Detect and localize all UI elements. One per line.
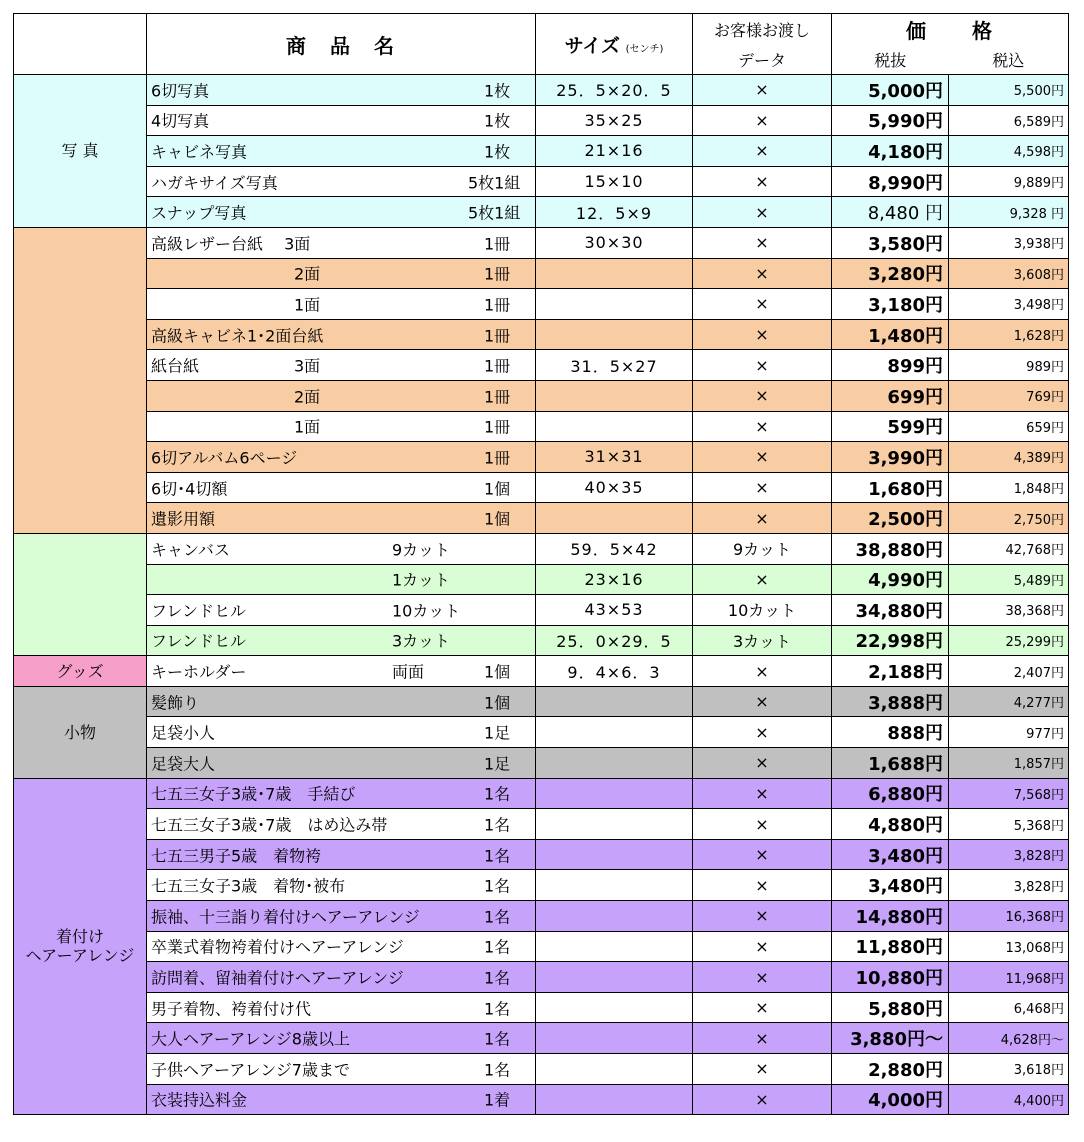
data-cell: × (693, 1054, 832, 1085)
price-tax-included: 6,589円 (949, 105, 1069, 136)
product-name-cell (147, 778, 536, 809)
product-quantity: 1枚 (484, 142, 511, 162)
product-name-cell (147, 319, 536, 350)
table-row (14, 75, 1069, 106)
data-cell: × (693, 901, 832, 932)
price-tax-included: 5,368円 (949, 809, 1069, 840)
header-product-name: 商 品 名 (147, 14, 536, 75)
category-cell (14, 75, 147, 228)
product-name: フレンドヒル (151, 601, 246, 621)
product-name: 七五三女子3歳 着物･被布 (151, 876, 346, 896)
price-tax-excluded: 3,180円 (832, 289, 949, 320)
table-row (14, 564, 1069, 595)
price-list (13, 13, 1069, 1115)
data-cell: × (693, 319, 832, 350)
product-name: 子供ヘアーアレンジ7歳まで (151, 1060, 350, 1080)
price-table-body (14, 75, 1069, 1115)
product-name-cell (147, 748, 536, 779)
table-row (14, 442, 1069, 473)
product-variant: 2面 (294, 264, 321, 284)
size-cell (536, 1023, 693, 1054)
data-cell: × (693, 442, 832, 473)
price-tax-excluded: 899円 (832, 350, 949, 381)
table-row (14, 136, 1069, 167)
product-name-cell (147, 258, 536, 289)
table-row (14, 411, 1069, 442)
size-cell (536, 962, 693, 993)
product-quantity: 1名 (484, 937, 511, 957)
data-cell: × (693, 992, 832, 1023)
product-quantity: 1冊 (484, 387, 511, 407)
price-tax-excluded: 1,688円 (832, 748, 949, 779)
category-label: 着付け (55, 927, 104, 947)
category-cell (14, 656, 147, 687)
table-row (14, 809, 1069, 840)
data-cell: 3カット (693, 625, 832, 656)
product-name-cell (147, 595, 536, 626)
product-name: 七五三男子5歳 着物袴 (151, 846, 322, 866)
size-cell (536, 319, 693, 350)
price-tax-excluded: 6,880円 (832, 778, 949, 809)
product-name-cell (147, 289, 536, 320)
price-tax-included: 1,628円 (949, 319, 1069, 350)
size-cell: 40×35 (536, 472, 693, 503)
product-name: 七五三女子3歳･7歳 手結び (151, 784, 356, 804)
price-tax-included: 3,498円 (949, 289, 1069, 320)
price-tax-included: 13,068円 (949, 931, 1069, 962)
category-cell (14, 686, 147, 778)
header-size-label: サイズ (564, 34, 621, 57)
price-tax-excluded: 34,880円 (832, 595, 949, 626)
size-cell (536, 931, 693, 962)
product-name-cell (147, 75, 536, 106)
price-tax-excluded: 1,680円 (832, 472, 949, 503)
product-name: 6切アルバム6ページ (151, 448, 298, 468)
price-tax-excluded: 4,990円 (832, 564, 949, 595)
product-name: フレンドヒル (151, 631, 246, 651)
table-row (14, 992, 1069, 1023)
table-row (14, 380, 1069, 411)
price-tax-included: 2,407円 (949, 656, 1069, 687)
price-tax-included: 5,489円 (949, 564, 1069, 595)
product-name-cell (147, 625, 536, 656)
table-row (14, 350, 1069, 381)
size-cell (536, 717, 693, 748)
size-cell (536, 809, 693, 840)
product-cut: 1カット (392, 570, 451, 590)
product-quantity: 1冊 (484, 234, 511, 254)
table-row (14, 870, 1069, 901)
size-cell: 25．5×20．5 (536, 75, 693, 106)
table-row (14, 105, 1069, 136)
size-cell (536, 748, 693, 779)
data-cell: × (693, 1023, 832, 1054)
size-cell: 35×25 (536, 105, 693, 136)
product-quantity: 1足 (484, 754, 511, 774)
size-cell (536, 258, 693, 289)
product-name: 髪飾り (151, 693, 200, 713)
price-tax-included: 4,400円 (949, 1084, 1069, 1115)
product-quantity: 1冊 (484, 356, 511, 376)
table-row (14, 931, 1069, 962)
category-label: 小物 (63, 722, 96, 742)
product-name: キーホルダー (151, 662, 247, 682)
price-tax-included: 38,368円 (949, 595, 1069, 626)
product-quantity: 1冊 (484, 264, 511, 284)
table-row (14, 748, 1069, 779)
product-name: 高級レザー台紙 3面 (151, 234, 311, 254)
price-tax-excluded: 2,188円 (832, 656, 949, 687)
price-tax-excluded: 3,480円 (832, 870, 949, 901)
product-name-cell (147, 686, 536, 717)
data-cell: × (693, 656, 832, 687)
product-quantity: 5枚1組 (468, 173, 521, 193)
size-cell: 15×10 (536, 166, 693, 197)
product-quantity: 1名 (484, 1029, 511, 1049)
data-cell: × (693, 411, 832, 442)
product-name-cell (147, 1084, 536, 1115)
price-tax-excluded: 14,880円 (832, 901, 949, 932)
table-row (14, 319, 1069, 350)
size-cell (536, 901, 693, 932)
category-cell (14, 227, 147, 533)
price-tax-excluded: 5,880円 (832, 992, 949, 1023)
price-tax-excluded: 3,880円～ (832, 1023, 949, 1054)
price-tax-included: 3,828円 (949, 839, 1069, 870)
price-tax-excluded: 3,990円 (832, 442, 949, 473)
price-tax-excluded: 10,880円 (832, 962, 949, 993)
data-cell: × (693, 1084, 832, 1115)
product-name-cell (147, 472, 536, 503)
price-tax-excluded: 5,990円 (832, 105, 949, 136)
product-cut: 3カット (392, 631, 451, 651)
price-tax-excluded: 3,480円 (832, 839, 949, 870)
price-tax-excluded: 38,880円 (832, 533, 949, 564)
data-cell: × (693, 380, 832, 411)
price-tax-excluded: 699円 (832, 380, 949, 411)
size-cell (536, 992, 693, 1023)
product-quantity: 1着 (484, 1090, 511, 1110)
product-name-cell (147, 136, 536, 167)
table-row (14, 717, 1069, 748)
product-name: 男子着物、袴着付け代 (151, 999, 312, 1019)
size-cell: 9．4×6．3 (536, 656, 693, 687)
product-quantity: 1個 (484, 693, 511, 713)
product-quantity: 1冊 (484, 326, 511, 346)
price-tax-included: 1,857円 (949, 748, 1069, 779)
table-row (14, 901, 1069, 932)
product-quantity: 1名 (484, 999, 511, 1019)
header-price: 価 格 (832, 14, 1069, 45)
price-tax-included: 9,328 円 (949, 197, 1069, 228)
price-tax-excluded: 5,000円 (832, 75, 949, 106)
product-quantity: 1個 (484, 509, 511, 529)
price-tax-included: 3,828円 (949, 870, 1069, 901)
price-tax-included: 3,618円 (949, 1054, 1069, 1085)
product-name-cell (147, 809, 536, 840)
table-row (14, 503, 1069, 534)
product-name-cell (147, 350, 536, 381)
product-cut: 10カット (392, 601, 461, 621)
product-quantity: 1個 (484, 662, 511, 682)
product-quantity: 1名 (484, 815, 511, 835)
size-cell: 25．0×29．5 (536, 625, 693, 656)
product-quantity: 1名 (484, 876, 511, 896)
table-row (14, 778, 1069, 809)
data-cell: 9カット (693, 533, 832, 564)
product-name-cell (147, 533, 536, 564)
header-data-line2: データ (693, 44, 832, 75)
product-name: 衣装持込料金 (151, 1090, 248, 1110)
data-cell: 10カット (693, 595, 832, 626)
data-cell: × (693, 166, 832, 197)
product-cut: 9カット (392, 540, 451, 560)
product-name-cell (147, 442, 536, 473)
product-name: 4切写真 (151, 111, 210, 131)
size-cell: 21×16 (536, 136, 693, 167)
price-tax-included: 769円 (949, 380, 1069, 411)
product-name: 足袋小人 (151, 723, 216, 743)
price-tax-included: 7,568円 (949, 778, 1069, 809)
product-name: 卒業式着物袴着付けヘアーアレンジ (151, 937, 404, 957)
price-tax-included: 4,277円 (949, 686, 1069, 717)
data-cell: × (693, 503, 832, 534)
product-quantity: 1名 (484, 846, 511, 866)
product-name-cell (147, 717, 536, 748)
size-cell: 59．5×42 (536, 533, 693, 564)
price-tax-included: 2,750円 (949, 503, 1069, 534)
size-cell: 31．5×27 (536, 350, 693, 381)
price-tax-included: 16,368円 (949, 901, 1069, 932)
data-cell: × (693, 289, 832, 320)
table-row (14, 839, 1069, 870)
category-cell (14, 778, 147, 1115)
product-quantity: 1冊 (484, 417, 511, 437)
product-name: 足袋大人 (151, 754, 216, 774)
size-cell: 43×53 (536, 595, 693, 626)
table-row (14, 258, 1069, 289)
data-cell: × (693, 839, 832, 870)
product-name-cell (147, 227, 536, 258)
table-row (14, 656, 1069, 687)
product-quantity: 5枚1組 (468, 203, 521, 223)
product-quantity: 1冊 (484, 448, 511, 468)
table-row (14, 166, 1069, 197)
product-quantity: 1名 (484, 784, 511, 804)
price-tax-excluded: 2,500円 (832, 503, 949, 534)
data-cell: × (693, 778, 832, 809)
table-row (14, 1084, 1069, 1115)
size-cell (536, 778, 693, 809)
price-tax-included: 5,500円 (949, 75, 1069, 106)
product-name: 訪問着、留袖着付けヘアーアレンジ (151, 968, 404, 988)
product-name-cell (147, 503, 536, 534)
price-tax-included: 4,389円 (949, 442, 1069, 473)
product-name: 遺影用額 (151, 509, 216, 529)
data-cell: × (693, 564, 832, 595)
product-name: 振袖、十三詣り着付けヘアーアレンジ (151, 907, 420, 927)
product-name-cell (147, 839, 536, 870)
price-tax-included: 42,768円 (949, 533, 1069, 564)
price-tax-excluded: 2,880円 (832, 1054, 949, 1085)
header-data-line1: お客様お渡し (693, 14, 832, 45)
price-tax-included: 6,468円 (949, 992, 1069, 1023)
product-name-cell (147, 166, 536, 197)
table-row (14, 595, 1069, 626)
product-name-cell (147, 931, 536, 962)
product-name: 七五三女子3歳･7歳 はめ込み帯 (151, 815, 388, 835)
product-name-cell (147, 962, 536, 993)
data-cell: × (693, 136, 832, 167)
product-name-cell (147, 870, 536, 901)
header-tax-included: 税込 (949, 44, 1069, 75)
size-cell: 30×30 (536, 227, 693, 258)
data-cell: × (693, 748, 832, 779)
table-row (14, 533, 1069, 564)
price-tax-excluded: 3,580円 (832, 227, 949, 258)
data-cell: × (693, 870, 832, 901)
product-variant: 1面 (294, 417, 321, 437)
product-name-cell (147, 656, 536, 687)
size-cell (536, 503, 693, 534)
data-cell: × (693, 350, 832, 381)
price-tax-excluded: 599円 (832, 411, 949, 442)
size-cell (536, 380, 693, 411)
data-cell: × (693, 227, 832, 258)
size-cell (536, 289, 693, 320)
product-variant: 1面 (294, 295, 321, 315)
data-cell: × (693, 809, 832, 840)
price-tax-included: 1,848円 (949, 472, 1069, 503)
table-row (14, 472, 1069, 503)
price-tax-excluded: 3,888円 (832, 686, 949, 717)
price-tax-excluded: 22,998円 (832, 625, 949, 656)
price-tax-included: 11,968円 (949, 962, 1069, 993)
table-row (14, 1054, 1069, 1085)
product-name: 高級キャビネ1･2面台紙 (151, 326, 324, 346)
product-cut: 両面 (392, 662, 425, 682)
size-cell: 31×31 (536, 442, 693, 473)
table-row (14, 1023, 1069, 1054)
header-category (14, 14, 147, 75)
product-quantity: 1枚 (484, 81, 511, 101)
product-quantity: 1名 (484, 1060, 511, 1080)
price-tax-excluded: 888円 (832, 717, 949, 748)
price-tax-excluded: 4,180円 (832, 136, 949, 167)
price-table (13, 13, 1069, 1115)
size-cell: 12．5×9 (536, 197, 693, 228)
size-cell (536, 870, 693, 901)
product-name-cell (147, 105, 536, 136)
header-tax-excluded: 税抜 (832, 44, 949, 75)
table-row (14, 289, 1069, 320)
table-row (14, 197, 1069, 228)
price-tax-excluded: 3,280円 (832, 258, 949, 289)
data-cell: × (693, 197, 832, 228)
product-name-cell (147, 1054, 536, 1085)
category-label: 写 真 (61, 141, 99, 161)
price-tax-excluded: 8,990円 (832, 166, 949, 197)
price-tax-included: 659円 (949, 411, 1069, 442)
size-cell (536, 411, 693, 442)
size-cell (536, 1054, 693, 1085)
product-quantity: 1冊 (484, 295, 511, 315)
price-tax-excluded: 11,880円 (832, 931, 949, 962)
category-label-line2: ヘアーアレンジ (25, 946, 135, 966)
product-name-cell (147, 197, 536, 228)
product-name: 6切･4切額 (151, 479, 228, 499)
price-tax-included: 4,628円～ (949, 1023, 1069, 1054)
data-cell: × (693, 931, 832, 962)
product-name-cell (147, 564, 536, 595)
product-quantity: 1個 (484, 479, 511, 499)
header-row-1 (14, 14, 1069, 45)
product-name: キャンバス (151, 540, 230, 560)
product-variant: 3面 (294, 356, 321, 376)
product-name: 大人ヘアーアレンジ8歳以上 (151, 1029, 350, 1049)
product-name: 紙台紙 (151, 356, 200, 376)
price-tax-included: 9,889円 (949, 166, 1069, 197)
data-cell: × (693, 75, 832, 106)
data-cell: × (693, 717, 832, 748)
price-tax-included: 977円 (949, 717, 1069, 748)
product-quantity: 1名 (484, 907, 511, 927)
price-tax-excluded: 4,880円 (832, 809, 949, 840)
product-name: ハガキサイズ写真 (151, 173, 278, 193)
header-size-unit: (センチ) (625, 43, 664, 55)
product-quantity: 1足 (484, 723, 511, 743)
data-cell: × (693, 472, 832, 503)
product-name: キャビネ写真 (151, 142, 248, 162)
product-name-cell (147, 411, 536, 442)
product-name-cell (147, 901, 536, 932)
price-tax-included: 4,598円 (949, 136, 1069, 167)
price-tax-included: 3,938円 (949, 227, 1069, 258)
data-cell: × (693, 258, 832, 289)
product-name: 6切写真 (151, 81, 210, 101)
product-quantity: 1名 (484, 968, 511, 988)
product-name-cell (147, 992, 536, 1023)
price-tax-excluded: 1,480円 (832, 319, 949, 350)
table-row (14, 686, 1069, 717)
table-row (14, 625, 1069, 656)
price-tax-included: 25,299円 (949, 625, 1069, 656)
size-cell (536, 839, 693, 870)
category-label: グッズ (56, 661, 104, 681)
size-cell (536, 1084, 693, 1115)
data-cell: × (693, 962, 832, 993)
size-cell (536, 686, 693, 717)
size-cell: 23×16 (536, 564, 693, 595)
product-name: スナップ写真 (151, 203, 247, 223)
table-row (14, 227, 1069, 258)
header-size (536, 14, 693, 75)
price-tax-included: 3,608円 (949, 258, 1069, 289)
table-row (14, 962, 1069, 993)
price-tax-excluded: 4,000円 (832, 1084, 949, 1115)
product-quantity: 1枚 (484, 111, 511, 131)
category-cell (14, 533, 147, 655)
product-name-cell (147, 1023, 536, 1054)
data-cell: × (693, 686, 832, 717)
product-variant: 2面 (294, 387, 321, 407)
product-name-cell (147, 380, 536, 411)
price-tax-included: 989円 (949, 350, 1069, 381)
price-tax-excluded: 8,480 円 (832, 197, 949, 228)
data-cell: × (693, 105, 832, 136)
